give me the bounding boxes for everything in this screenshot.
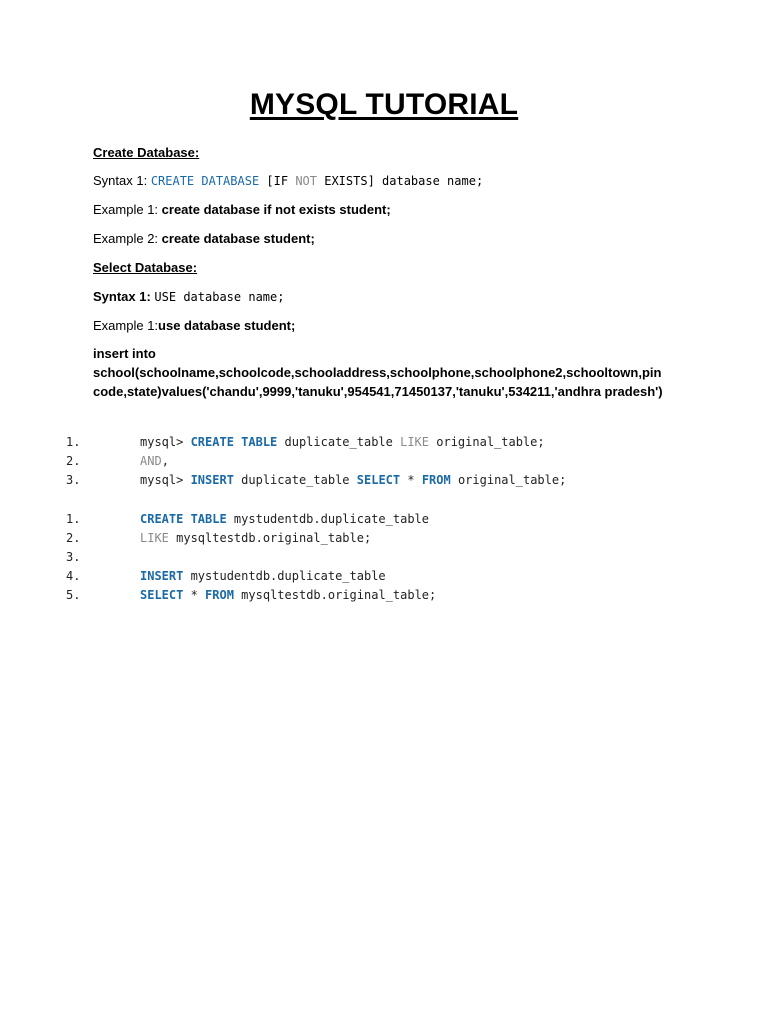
code-line — [0, 510, 768, 529]
example-label: Example 2: — [93, 231, 162, 246]
line-number: 1. — [66, 512, 81, 526]
code-line — [0, 567, 768, 586]
code-text: LIKE mysqltestdb.original_table; — [140, 531, 372, 545]
code-text: CREATE TABLE mystudentdb.duplicate_table — [140, 512, 429, 526]
code-text: mysql> INSERT duplicate_table SELECT * FROM original_table; — [140, 473, 567, 487]
insert-statement: insert into school(schoolname,schoolcode,schooladdress,schoolphone,schoolphone2,schooltown,pin code,state)values('chandu',9999,'tanuku',954541,71450137,'tanuku',534211,'andhra pradesh') — [93, 346, 663, 399]
code-line — [0, 433, 768, 452]
syntax-text: USE database name; — [154, 290, 285, 304]
code-block-1 — [0, 433, 768, 490]
example-label: Example 1: — [93, 318, 159, 333]
select-database-example-1 — [93, 316, 683, 335]
code-block-2 — [0, 510, 768, 605]
syntax-label: Syntax 1: — [93, 173, 151, 188]
syntax-if: [IF — [259, 174, 296, 188]
syntax-label: Syntax 1: — [93, 289, 155, 304]
syntax-rest: EXISTS] database name; — [317, 174, 484, 188]
code-text: mysql> CREATE TABLE duplicate_table LIKE original_table; — [140, 435, 545, 449]
page-title: MYSQL TUTORIAL — [249, 88, 519, 121]
line-number: 3. — [66, 550, 81, 564]
example-label: Example 1: — [93, 202, 162, 217]
code-line — [0, 529, 768, 548]
create-database-syntax — [93, 171, 683, 191]
syntax-keyword-not: NOT — [295, 174, 317, 188]
line-number: 2. — [66, 531, 81, 545]
create-database-example-1 — [93, 200, 683, 219]
code-line — [0, 452, 768, 471]
code-line — [0, 586, 768, 605]
code-line — [0, 471, 768, 490]
example-text: create database if not exists student; — [161, 202, 391, 217]
select-database-syntax — [93, 287, 683, 307]
example-text: use database student; — [158, 318, 296, 333]
line-number: 3. — [66, 473, 81, 487]
line-number: 2. — [66, 454, 81, 468]
line-number: 1. — [66, 435, 81, 449]
syntax-keyword-create-database: CREATE DATABASE — [150, 174, 260, 188]
create-database-example-2 — [93, 229, 683, 248]
line-number: 4. — [66, 569, 81, 583]
line-number: 5. — [66, 588, 81, 602]
code-text: INSERT mystudentdb.duplicate_table — [140, 569, 386, 583]
code-text: AND, — [140, 454, 169, 468]
example-text: create database student; — [161, 231, 315, 246]
create-database-heading: Create Database: — [93, 145, 200, 160]
code-line — [0, 548, 768, 567]
code-text: SELECT * FROM mysqltestdb.original_table; — [140, 588, 437, 602]
select-database-heading: Select Database: — [93, 260, 198, 275]
